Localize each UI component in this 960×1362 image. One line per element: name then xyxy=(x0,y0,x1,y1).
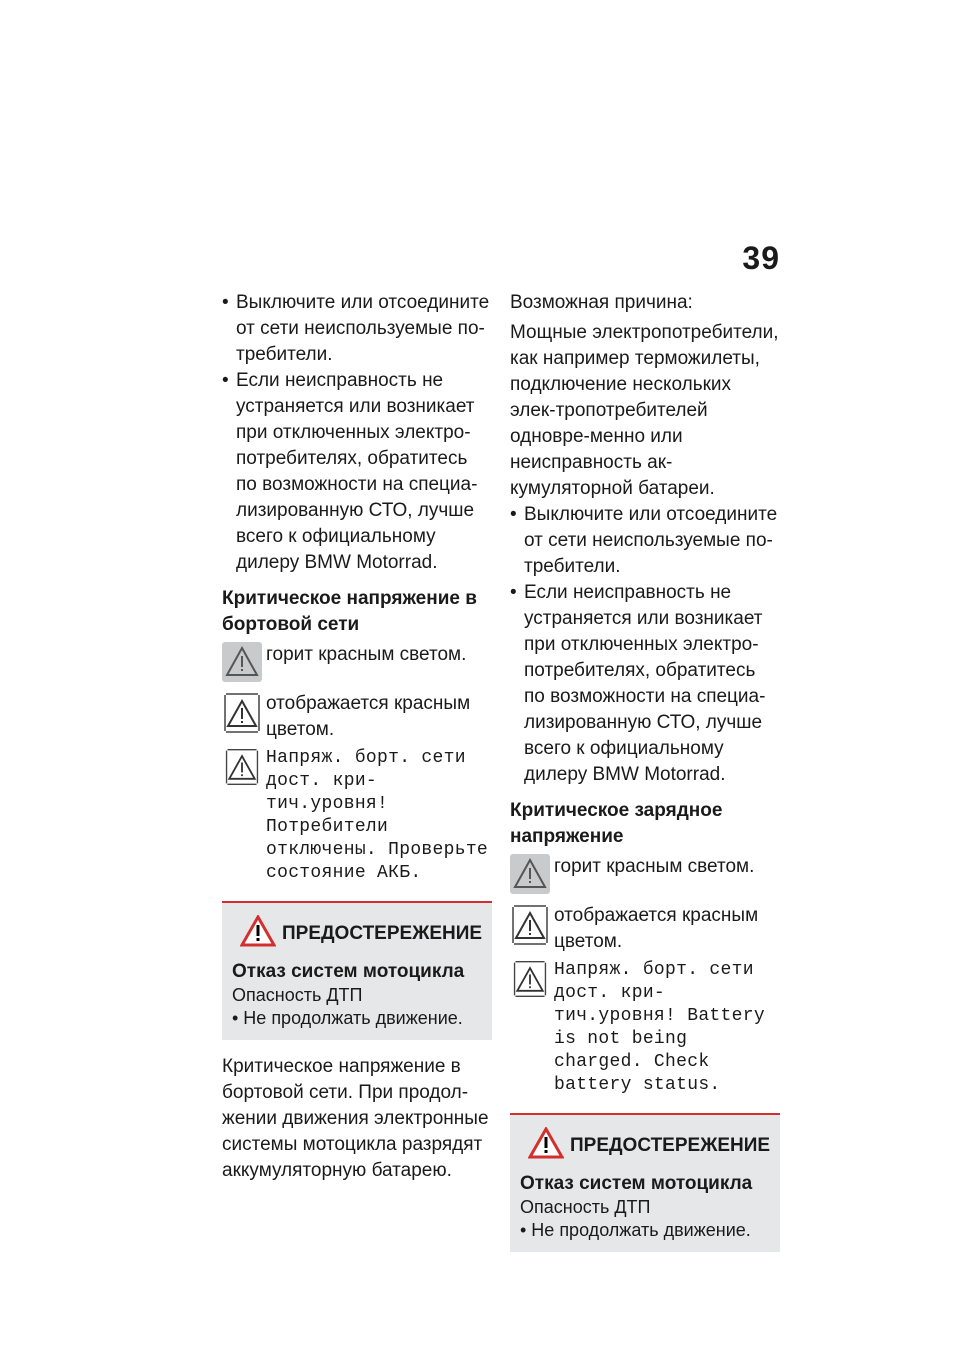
display-warning-icon xyxy=(222,691,262,740)
warning-danger: Опасность ДТП xyxy=(232,985,363,1005)
right-indicator2-text: отображается красным цветом. xyxy=(554,905,759,952)
warning-header xyxy=(528,1127,770,1164)
left-display-message-row xyxy=(222,747,492,885)
right-warning-box xyxy=(510,1113,780,1252)
left-indicator2-text: отображается красным цветом. xyxy=(266,693,471,740)
left-display-message: Напряж. борт. сети дост. кри-тич.уровня! Потребители отключены. Проверьте состояние АКБ. xyxy=(266,748,489,883)
right-indicator1-text: горит красным светом. xyxy=(554,856,755,877)
left-bullet-list xyxy=(222,290,492,576)
cause-label: Возможная причина: xyxy=(510,292,693,313)
hazard-triangle-icon xyxy=(240,915,276,952)
page-number: 39 xyxy=(742,240,780,276)
right-heading: Критическое зарядное напряжение xyxy=(510,800,723,847)
left-paragraph: Критическое напряжение в бортовой сети. При продол-жении движения электронные системы мотоцикла разрядят аккумуляторную батарею. xyxy=(222,1056,489,1181)
left-bullet-1: • Выключите или отсоедините от сети неиспользуемые по-требители. xyxy=(222,290,492,368)
right-column xyxy=(510,290,780,1266)
warning-subtitle: Отказ систем мотоцикла xyxy=(232,961,465,982)
right-display-message-row xyxy=(510,959,780,1097)
right-bullet-2: • Если неисправность не устраняется или возникает при отключенных электро-потребителях, обратитесь по возможности на специа-лизированную СТО, лучше всего к официальному дилеру BMW Motorrad. xyxy=(510,580,780,788)
display-warning-icon xyxy=(510,903,550,952)
left-indicator-display-row xyxy=(222,691,492,743)
warning-subtitle: Отказ систем мотоцикла xyxy=(520,1173,753,1194)
hazard-triangle-icon xyxy=(528,1127,564,1164)
left-indicator-lamp-row xyxy=(222,642,492,687)
left-heading: Критическое напряжение в бортовой сети xyxy=(222,588,477,635)
warning-title: ПРЕДОСТЕРЕЖЕНИЕ xyxy=(570,1134,771,1156)
display-warning-icon xyxy=(222,747,262,792)
right-bullet-1: • Выключите или отсоедините от сети неиспользуемые по-требители. xyxy=(510,502,780,580)
left-warning-box xyxy=(222,901,492,1040)
right-display-message: Напряж. борт. сети дост. кри-тич.уровня! Battery is not being charged. Check battery status. xyxy=(554,960,765,1095)
left-bullet-2: • Если неисправность не устраняется или возникает при отключенных электро-потребителях, обратитесь по возможности на специа-лизированную СТО, лучше всего к официальному дилеру BMW Motorrad. xyxy=(222,368,492,576)
warning-title: ПРЕДОСТЕРЕЖЕНИЕ xyxy=(282,922,483,944)
right-indicator-lamp-row xyxy=(510,854,780,899)
left-indicator1-text: горит красным светом. xyxy=(266,644,467,665)
cause-text: Мощные электропотребители, как например терможилеты, подключение нескольких элек-тропотребителей одновре-менно или неисправность ак-кумуляторной батареи. xyxy=(510,322,779,499)
warning-lamp-icon xyxy=(222,642,262,687)
warning-danger: Опасность ДТП xyxy=(520,1197,651,1217)
warning-action: • Не продолжать движение. xyxy=(520,1220,751,1240)
warning-header xyxy=(240,915,482,952)
display-warning-icon xyxy=(510,959,550,1004)
left-column xyxy=(222,290,492,1184)
warning-lamp-icon xyxy=(510,854,550,899)
right-bullet-list xyxy=(510,502,780,788)
right-indicator-display-row xyxy=(510,903,780,955)
warning-action: • Не продолжать движение. xyxy=(232,1008,463,1028)
